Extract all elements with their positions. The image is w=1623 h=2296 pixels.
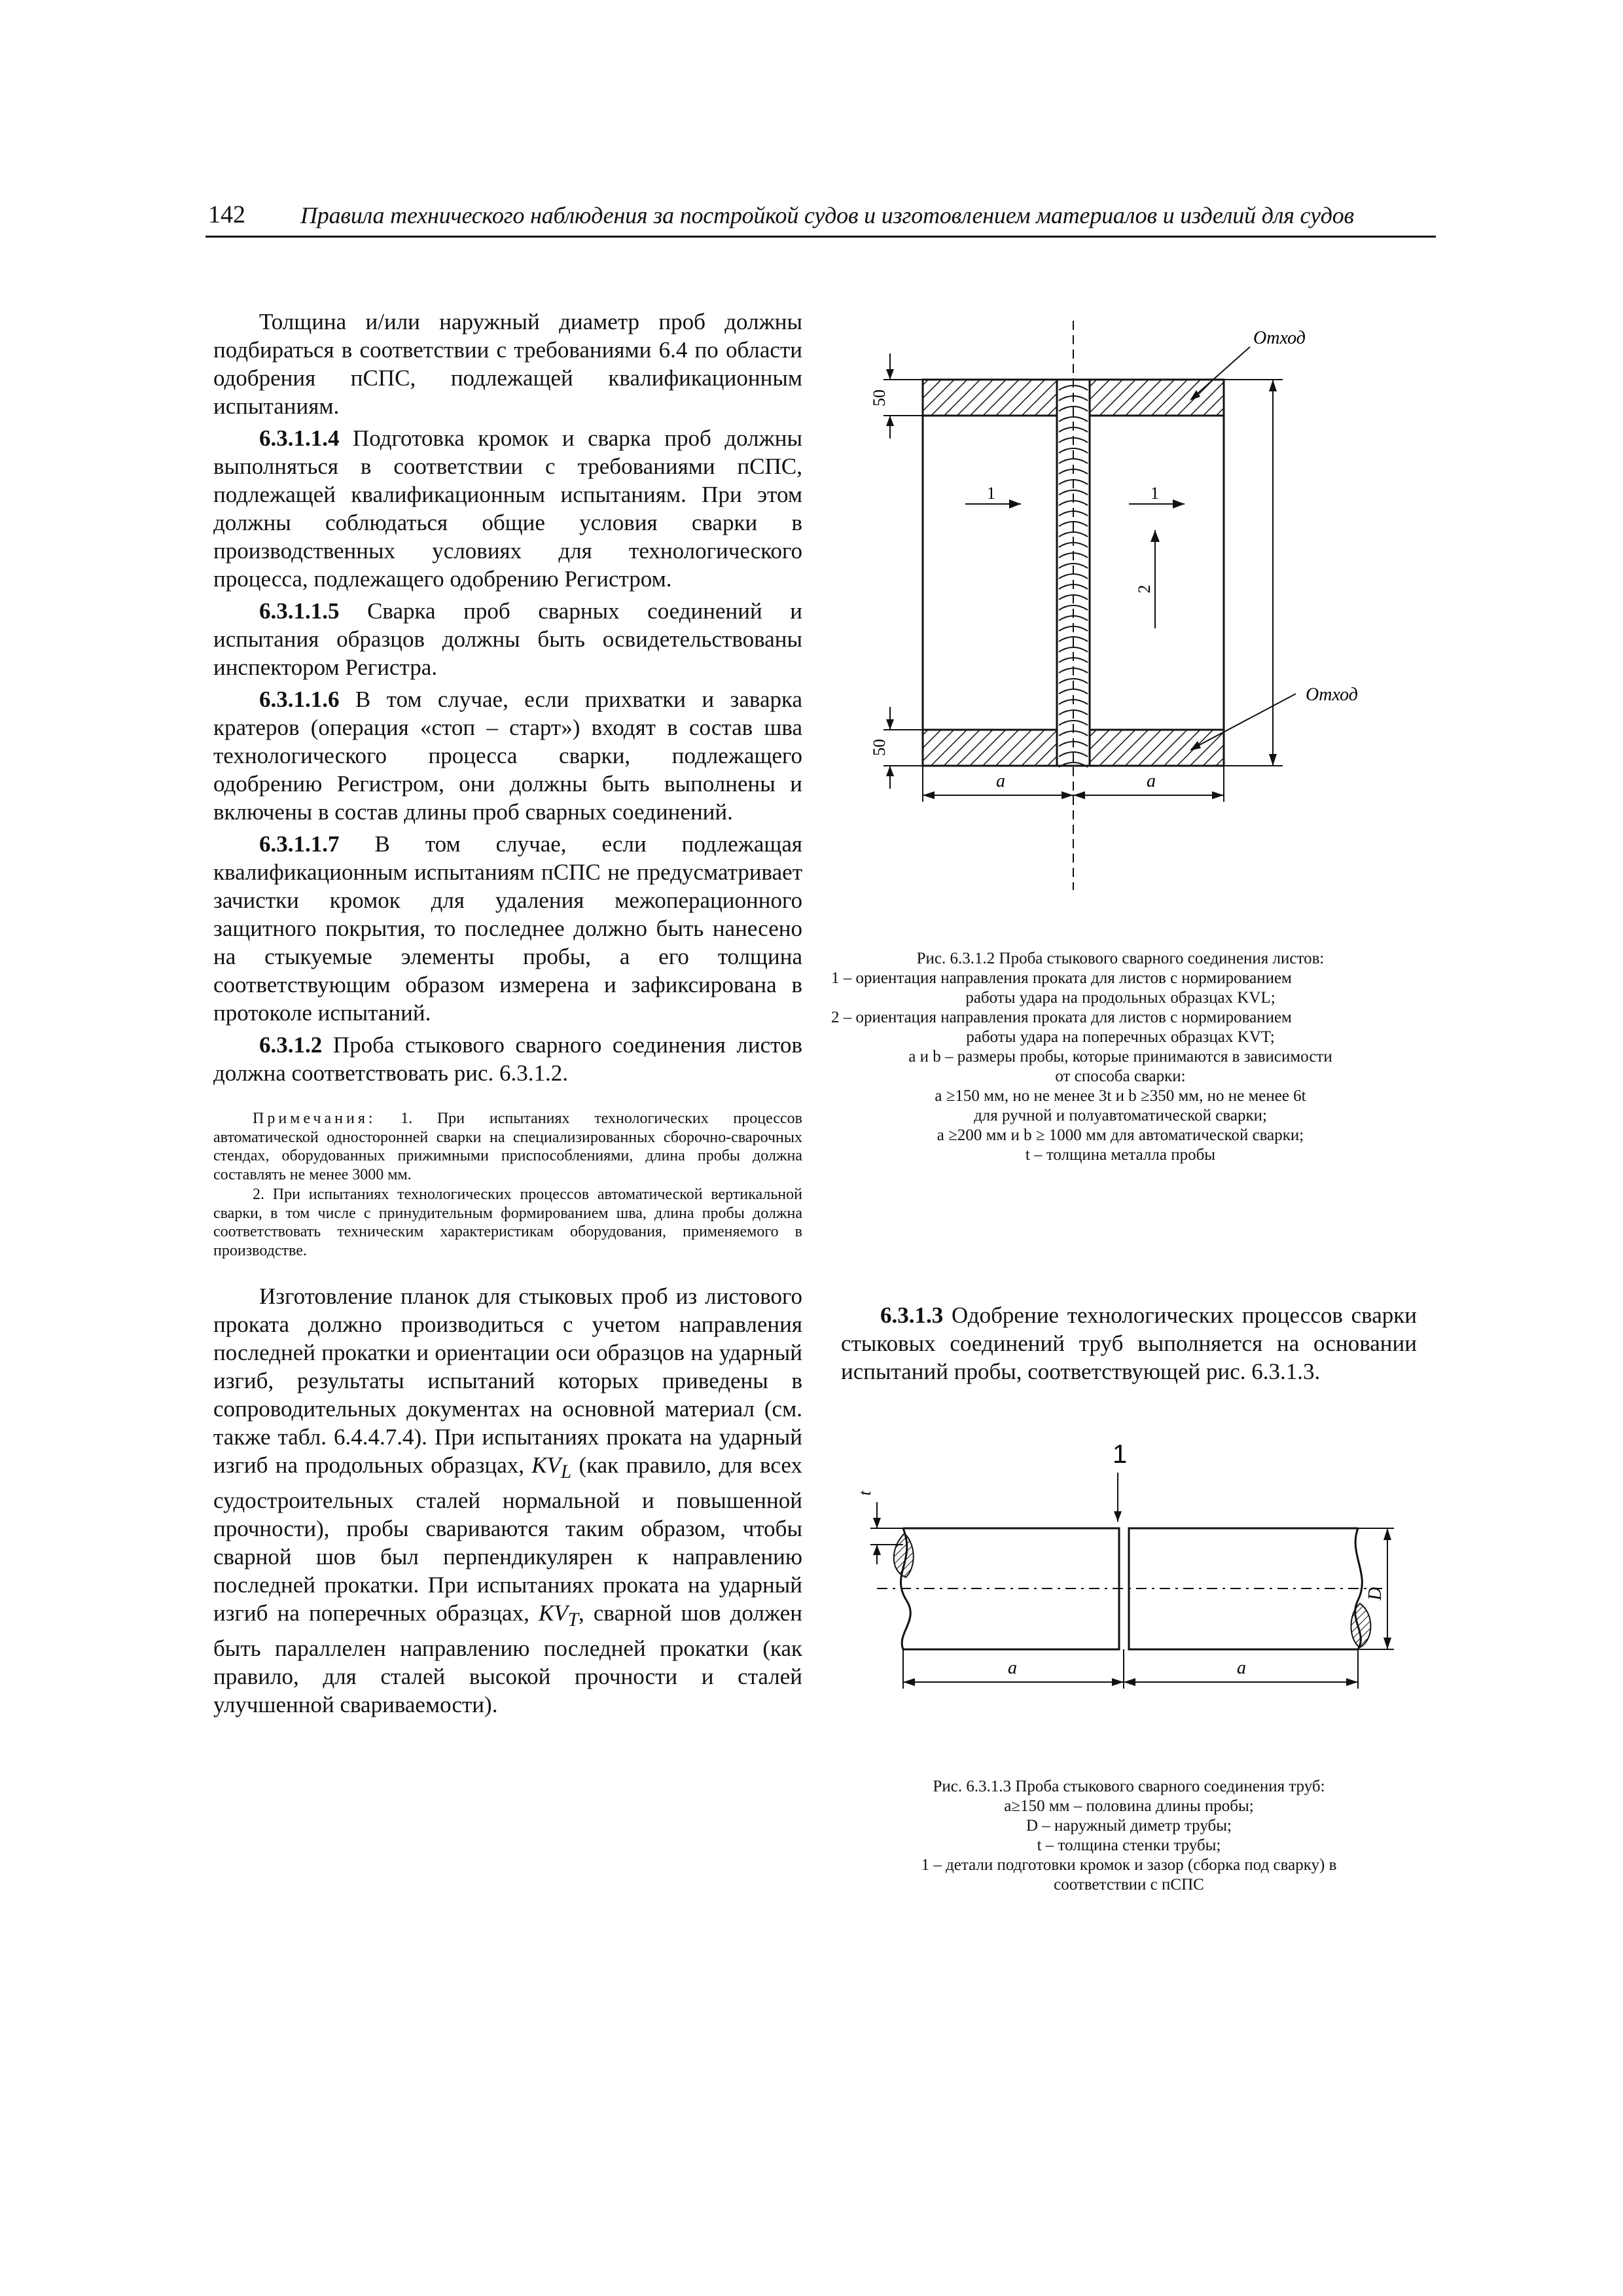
arrow-1-left-label: 1 bbox=[987, 484, 995, 503]
section-number: 6.3.1.2 bbox=[259, 1032, 323, 1058]
arrow-1-right-label: 1 bbox=[1150, 484, 1159, 503]
section-number: 6.3.1.1.4 bbox=[259, 425, 340, 451]
caption-line: работы удара на продольных образцах KVL; bbox=[965, 989, 1275, 1007]
symbol-subscript: L bbox=[561, 1462, 572, 1482]
section-number: 6.3.1.1.7 bbox=[259, 831, 340, 857]
caption-line: D – наружный диметр трубы; bbox=[1026, 1817, 1232, 1835]
caption-line: Рис. 6.3.1.2 Проба стыкового сварного соединения листов: bbox=[916, 950, 1325, 967]
paragraph-text: (как правило, для всех судостроительных сталей нормальной и повышенной прочности), пробы свариваются таким образом, чтобы сварной шов был перпендикулярен к направлению последней прокатки. При испытаниях проката на ударный изгиб на поперечных образцах, bbox=[213, 1452, 803, 1626]
dim-a-left: a bbox=[996, 771, 1005, 791]
label-waste-top: Отход bbox=[1253, 328, 1306, 348]
paragraph-text: Проба стыкового сварного соединения листов должна соответствовать рис. 6.3.1.2. bbox=[213, 1032, 802, 1086]
paragraph-text: Одобрение технологических процессов сварки стыковых соединений труб выполняется на основании испытаний пробы, соответствующей рис. 6.3.1.3. bbox=[841, 1302, 1417, 1384]
paragraph bbox=[213, 424, 802, 593]
caption-line: 2 – ориентация направления проката для листов с нормированием bbox=[831, 1009, 1292, 1026]
caption-line: 1 – детали подготовки кромок и зазор (сборка под сварку) в bbox=[921, 1856, 1337, 1874]
paragraph-text: Подготовка кромок и сварка проб должны выполняться в соответствии с требованиями пСПС, подлежащей квалификационным испытаниям. При этом должны соблюдаться общие условия сварки в производственных условиях для технологического процесса, подлежащего одобрению Регистром. bbox=[213, 425, 802, 592]
paragraph bbox=[841, 1301, 1417, 1386]
caption-line: t – толщина стенки трубы; bbox=[1037, 1837, 1221, 1854]
caption-line: 1 – ориентация направления проката для листов с нормированием bbox=[831, 969, 1292, 987]
paragraph-text: Сварка проб сварных соединений и испытания образцов должны быть освидетельствованы инспектором Регистра. bbox=[213, 598, 802, 680]
figure-1-caption bbox=[826, 949, 1415, 1165]
symbol-kvl bbox=[531, 1452, 572, 1482]
figure-plate-butt-weld bbox=[825, 314, 1414, 890]
symbol-text: KV bbox=[531, 1452, 562, 1478]
dim-50-top: 50 bbox=[870, 389, 889, 406]
symbol-kvt bbox=[539, 1600, 579, 1630]
dim-50-bottom: 50 bbox=[870, 739, 889, 756]
paragraph: Толщина и/или наружный диаметр проб должны подбираться в соответствии с требованиями 6.4 по области одобрения пСПС, подлежащей квалификационным испытаниям. bbox=[213, 309, 802, 419]
section-number: 6.3.1.1.6 bbox=[259, 687, 340, 712]
paragraph bbox=[213, 1282, 802, 1719]
arrow-2-label: 2 bbox=[1135, 584, 1154, 594]
note bbox=[213, 1109, 802, 1184]
caption-line: a≥150 мм – половина длины пробы; bbox=[1004, 1797, 1254, 1815]
note-text: 1. При испытаниях технологических процессов автоматической односторонней сварки на специализированных сборочно-сварочных стендах, оборудованных прижимными приспособлениями, длина пробы должна составлять не менее 3000 мм. bbox=[213, 1110, 802, 1183]
dim-a-left: a bbox=[1008, 1658, 1017, 1678]
paragraph-text: В том случае, если прихватки и заварка кратеров (операция «стоп – старт») входят в состав шва технологического процесса сварки, подлежащего одобрению Регистром, они должны быть выполнены и включены в состав длины проб сварных соединений. bbox=[213, 687, 802, 825]
caption-line: t – толщина металла пробы bbox=[1025, 1146, 1216, 1164]
figure-2-caption bbox=[841, 1777, 1417, 1895]
paragraph bbox=[213, 830, 802, 1027]
symbol-text: KV bbox=[539, 1600, 568, 1626]
caption-line: Рис. 6.3.1.3 Проба стыкового сварного соединения труб: bbox=[933, 1778, 1325, 1795]
right-column-text bbox=[841, 1301, 1417, 1386]
caption-line: от способа сварки: bbox=[1055, 1067, 1186, 1085]
symbol-subscript: T bbox=[567, 1609, 579, 1630]
note: 2. При испытаниях технологических процессов автоматической вертикальной сварки, в том числе с принудительным формированием шва, длина пробы должна соответствовать техническим характеристикам оборудования, применяемого в производстве. bbox=[213, 1186, 802, 1259]
label-t: t bbox=[855, 1490, 874, 1496]
paragraph-text: , сварной шов должен быть параллелен направлению последней прокатки (как правило, для сталей высокой прочности и сталей улучшенной свариваемости). bbox=[213, 1600, 803, 1717]
label-D: D bbox=[1365, 1587, 1385, 1601]
paragraph bbox=[213, 685, 802, 826]
caption-line: соответствии с пСПС bbox=[1054, 1876, 1204, 1893]
dim-a-right: a bbox=[1237, 1658, 1246, 1678]
section-number: 6.3.1.1.5 bbox=[259, 598, 340, 624]
section-number: 6.3.1.3 bbox=[880, 1302, 944, 1328]
running-title: Правила технического наблюдения за постройкой судов и изготовлением материалов и изделий для судов bbox=[300, 202, 1354, 228]
notes bbox=[213, 1109, 802, 1260]
caption-line: работы удара на поперечных образцах KVT; bbox=[966, 1028, 1275, 1046]
paragraph-text: В том случае, если подлежащая квалификационным испытаниям пСПС не предусматривает зачистки кромок для удаления межоперационного защитного покрытия, то последнее должно быть нанесено на стыкуемые элементы пробы, а его толщина соответствующим образом измерена и зафиксирована в протоколе испытаний. bbox=[213, 831, 802, 1026]
caption-line: a ≥150 мм, но не менее 3t и b ≥350 мм, но не менее 6t bbox=[935, 1087, 1306, 1105]
notes-label: Примечания: bbox=[253, 1110, 376, 1127]
running-header bbox=[205, 196, 1436, 238]
page-number: 142 bbox=[208, 201, 245, 228]
paragraph bbox=[213, 597, 802, 681]
label-waste-bottom: Отход bbox=[1306, 685, 1358, 705]
caption-line: a и b – размеры пробы, которые принимаются в зависимости bbox=[908, 1048, 1332, 1066]
paragraph-text: Изготовление планок для стыковых проб из листового проката должно производиться с учетом направления последней прокатки и ориентации оси образцов на ударный изгиб, результаты испытаний которых приведены в сопроводительных документах на основной материал (см. также табл. 6.4.4.7.4). При испытаниях проката на ударный изгиб на продольных образцах, bbox=[213, 1283, 802, 1478]
left-column bbox=[213, 308, 802, 1723]
dim-a-right: a bbox=[1147, 771, 1156, 791]
label-1: 1 bbox=[1113, 1440, 1128, 1469]
paragraph bbox=[213, 1031, 802, 1087]
figure-pipe-butt-weld bbox=[851, 1437, 1407, 1731]
caption-line: для ручной и полуавтоматической сварки; bbox=[974, 1107, 1267, 1124]
caption-line: a ≥200 мм и b ≥ 1000 мм для автоматической сварки; bbox=[936, 1126, 1304, 1144]
